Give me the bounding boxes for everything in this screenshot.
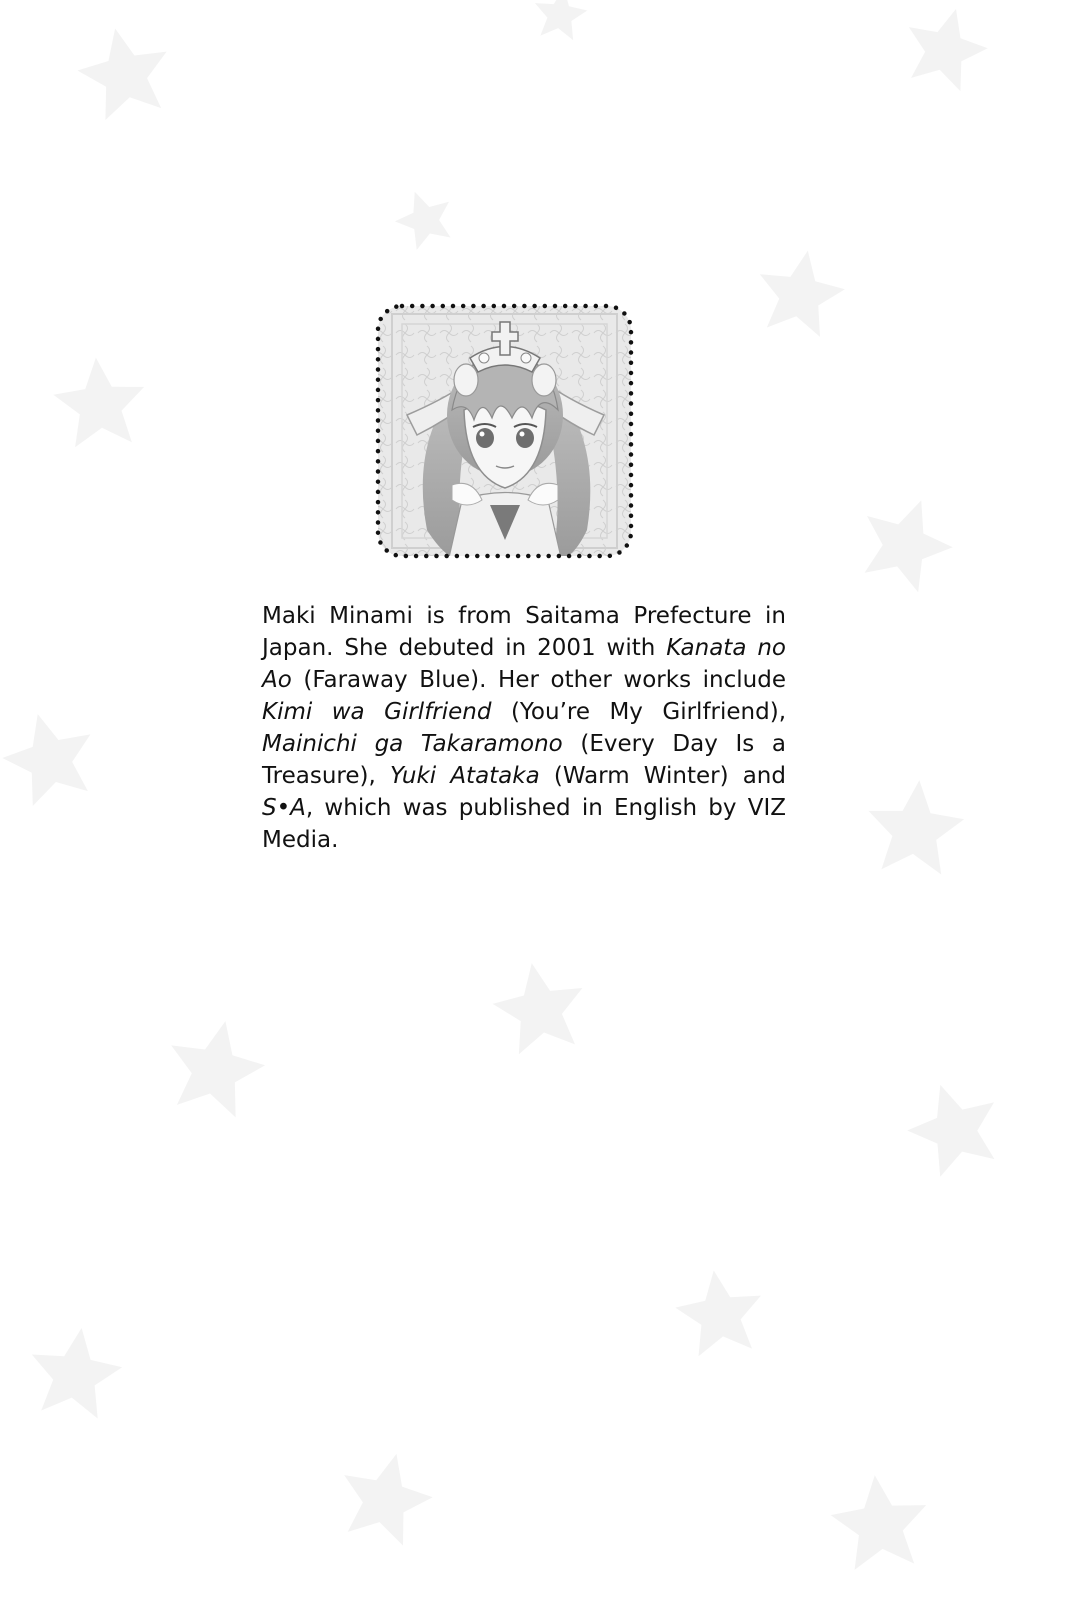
star-icon bbox=[159, 1011, 272, 1121]
star-icon bbox=[897, 1071, 1011, 1182]
bio-line bbox=[262, 664, 786, 696]
bio-text: , which was published in English by VIZ bbox=[305, 795, 786, 821]
bio-text: (Every Day Is a bbox=[562, 731, 787, 757]
star-icon bbox=[671, 1264, 768, 1358]
portrait-illustration bbox=[372, 300, 637, 562]
author-portrait bbox=[372, 300, 637, 562]
star-icon bbox=[71, 19, 178, 123]
bio-title-italic: Ao bbox=[262, 667, 292, 693]
bio-line bbox=[262, 792, 786, 824]
star-icon bbox=[487, 955, 592, 1057]
star-icon bbox=[864, 776, 968, 876]
bio-title-italic: Yuki Atataka bbox=[389, 763, 540, 789]
bio-title-italic: Mainichi ga Takaramono bbox=[262, 731, 563, 757]
star-icon bbox=[896, 0, 995, 95]
bio-title-italic: S•A bbox=[262, 795, 306, 821]
star-icon bbox=[827, 1470, 932, 1572]
bio-text: Treasure), bbox=[262, 763, 390, 789]
star-icon bbox=[24, 1322, 126, 1421]
bio-line bbox=[262, 632, 786, 664]
bio-text: Maki Minami is from Saitama Prefecture in bbox=[262, 603, 786, 629]
star-icon bbox=[50, 354, 148, 449]
bio-line bbox=[262, 824, 786, 856]
bio-line bbox=[262, 696, 786, 728]
star-icon bbox=[331, 1443, 441, 1550]
author-bio bbox=[262, 600, 786, 856]
bio-title-italic: Kanata no bbox=[666, 635, 786, 661]
star-icon bbox=[531, 0, 590, 42]
bio-text: (Warm Winter) and bbox=[539, 763, 786, 789]
bio-line bbox=[262, 600, 786, 632]
star-icon bbox=[0, 702, 104, 810]
star-icon bbox=[849, 485, 965, 598]
bio-text: Japan. She debuted in 2001 with bbox=[262, 635, 667, 661]
star-icon bbox=[388, 182, 461, 254]
bio-text: (You’re My Girlfriend), bbox=[491, 699, 787, 725]
bio-text: Media. bbox=[262, 827, 339, 853]
star-icon bbox=[751, 243, 850, 340]
bio-line bbox=[262, 760, 786, 792]
bio-line bbox=[262, 728, 786, 760]
bio-text: (Faraway Blue). Her other works include bbox=[291, 667, 786, 693]
bio-title-italic: Kimi wa Girlfriend bbox=[262, 699, 492, 725]
